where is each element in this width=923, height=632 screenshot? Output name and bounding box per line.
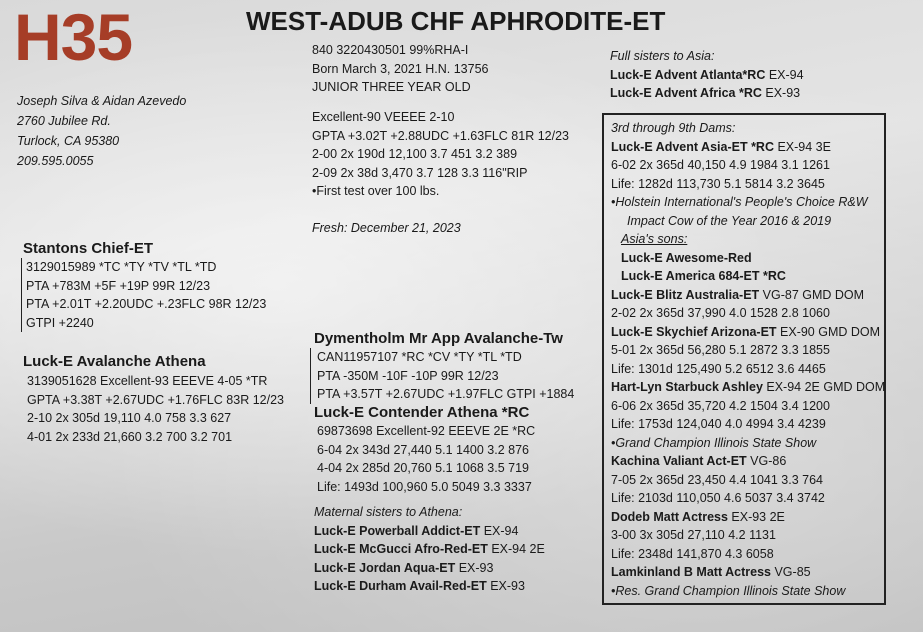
fresh-date: Fresh: December 21, 2023 xyxy=(312,221,461,235)
cow-name-title: WEST-ADUB CHF APHRODITE-ET xyxy=(246,6,666,36)
asia-son: Luck-E Awesome-Red xyxy=(621,250,752,265)
dam-entry-dodeb: Dodeb Matt Actress EX-93 2E xyxy=(611,509,785,524)
sire-gtpi: GTPI +2240 xyxy=(26,315,94,330)
cow-record: 2-09 2x 38d 3,470 3.7 128 3.3 116"RIP xyxy=(312,165,528,180)
lamkinland-award: •Res. Grand Champion Illinois State Show xyxy=(611,583,846,598)
arizona-lifetime: Life: 1301d 125,490 5.2 6512 3.6 4465 xyxy=(611,361,826,376)
granddam-lifetime: Life: 1493d 100,960 5.0 5049 3.3 3337 xyxy=(317,479,532,494)
maternal-sister: Luck-E McGucci Afro-Red-ET EX-94 2E xyxy=(314,542,545,556)
mgs-registration: CAN11957107 *RC *CV *TY *TL *TD xyxy=(317,350,522,364)
mgs-details xyxy=(310,348,574,404)
cow-stats xyxy=(312,108,569,201)
asia-son: Luck-E America 684-ET *RC xyxy=(621,269,786,283)
maternal-sister: Luck-E Durham Avail-Red-ET EX-93 xyxy=(314,579,525,593)
ashley-lifetime: Life: 1753d 124,040 4.0 4994 3.4 4239 xyxy=(611,417,826,431)
kachina-record: 7-05 2x 365d 23,450 4.4 1041 3.3 764 xyxy=(611,472,823,487)
sire-pta: PTA +783M +5F +19P 99R 12/23 xyxy=(26,278,211,293)
cow-registration: 840 3220430501 99%RHA-I xyxy=(312,43,469,57)
asia-award-cont: Impact Cow of the Year 2016 & 2019 xyxy=(627,213,832,228)
cow-info xyxy=(312,41,489,97)
arizona-record: 5-01 2x 365d 56,280 5.1 2872 3.3 1855 xyxy=(611,343,830,357)
dam-registration: 3139051628 Excellent-93 EEEVE 4-05 *TR xyxy=(27,374,268,388)
sire-registration: 3129015989 *TC *TY *TV *TL *TD xyxy=(26,260,217,274)
dam-gpta: GPTA +3.38T +2.67UDC +1.76FLC 83R 12/23 xyxy=(27,392,284,407)
cow-class: JUNIOR THREE YEAR OLD xyxy=(312,80,471,94)
full-sister: Luck-E Advent Atlanta*RC EX-94 xyxy=(610,67,804,82)
dam-entry-ashley: Hart-Lyn Starbuck Ashley EX-94 2E GMD DOM xyxy=(611,380,886,394)
granddam-record: 4-04 2x 285d 20,760 5.1 1068 3.5 719 xyxy=(317,461,529,475)
australia-record: 2-02 2x 365d 37,990 4.0 1528 2.8 1060 xyxy=(611,306,830,320)
dams-heading: 3rd through 9th Dams: xyxy=(611,121,736,135)
full-sisters-heading: Full sisters to Asia: xyxy=(610,49,715,63)
ashley-award: •Grand Champion Illinois State Show xyxy=(611,435,817,450)
cow-score: Excellent-90 VEEEE 2-10 xyxy=(312,110,455,124)
dam-details xyxy=(27,372,284,446)
maternal-sister: Luck-E Powerball Addict-ET EX-94 xyxy=(314,523,519,538)
extended-dams-box xyxy=(602,113,886,605)
sire-name: Stantons Chief-ET xyxy=(23,240,153,257)
dodeb-lifetime: Life: 2348d 141,870 4.3 6058 xyxy=(611,546,774,561)
asia-record: 6-02 2x 365d 40,150 4.9 1984 3.1 1261 xyxy=(611,158,830,172)
kachina-lifetime: Life: 2103d 110,050 4.6 5037 3.4 3742 xyxy=(611,491,825,505)
dam-entry-arizona: Luck-E Skychief Arizona-ET EX-90 GMD DOM xyxy=(611,324,881,339)
full-sister: Luck-E Advent Africa *RC EX-93 xyxy=(610,86,801,100)
cow-record: 2-00 2x 190d 12,100 3.7 451 3.2 389 xyxy=(312,147,518,161)
dam-entry-australia: Luck-E Blitz Australia-ET VG-87 GMD DOM xyxy=(611,287,865,302)
dam-record: 2-10 2x 305d 19,110 4.0 758 3.3 627 xyxy=(27,411,232,425)
dam-name: Luck-E Avalanche Athena xyxy=(23,353,206,370)
owner-block xyxy=(17,91,186,171)
cow-birthdate: Born March 3, 2021 H.N. 13756 xyxy=(312,61,489,76)
cow-gpta: GPTA +3.02T +2.88UDC +1.63FLC 81R 12/23 xyxy=(312,128,569,143)
dam-record: 4-01 2x 233d 21,660 3.2 700 3.2 701 xyxy=(27,429,233,444)
sire-pta: PTA +2.01T +2.20UDC +.23FLC 98R 12/23 xyxy=(26,297,267,311)
owner-name: Joseph Silva & Aidan Azevedo xyxy=(17,94,187,108)
owner-city: Turlock, CA 95380 xyxy=(17,134,120,148)
maternal-sister: Luck-E Jordan Aqua-ET EX-93 xyxy=(314,560,494,575)
asia-lifetime: Life: 1282d 113,730 5.1 5814 3.2 3645 xyxy=(611,176,825,191)
mgs-pta: PTA -350M -10F -10P 99R 12/23 xyxy=(317,368,499,383)
owner-address: 2760 Jubilee Rd. xyxy=(17,114,111,128)
sire-details xyxy=(21,258,266,332)
granddam-registration: 69873698 Excellent-92 EEEVE 2E *RC xyxy=(317,424,536,438)
mgs-pta: PTA +3.57T +2.67UDC +1.97FLC GTPI +1884 xyxy=(317,387,575,401)
dodeb-record: 3-00 3x 305d 27,110 4.2 1131 xyxy=(611,528,776,542)
maternal-sisters-heading: Maternal sisters to Athena: xyxy=(314,505,463,519)
full-sisters xyxy=(610,47,804,103)
maternal-sisters xyxy=(314,503,545,596)
asia-award: •Holstein International's People's Choice R&W xyxy=(611,195,868,209)
cow-note: •First test over 100 lbs. xyxy=(312,184,440,198)
granddam-details xyxy=(317,422,535,496)
lot-number: H35 xyxy=(14,0,133,74)
granddam-name: Luck-E Contender Athena *RC xyxy=(314,404,530,421)
mgs-name: Dymentholm Mr App Avalanche-Tw xyxy=(314,330,563,347)
ashley-record: 6-06 2x 365d 35,720 4.2 1504 3.4 1200 xyxy=(611,398,830,413)
dam-entry-lamkinland: Lamkinland B Matt Actress VG-85 xyxy=(611,565,811,579)
asia-sons-heading: Asia's sons: xyxy=(621,232,688,246)
dam-entry-asia: Luck-E Advent Asia-ET *RC EX-94 3E xyxy=(611,139,831,154)
owner-phone: 209.595.0055 xyxy=(17,154,94,168)
granddam-record: 6-04 2x 343d 27,440 5.1 1400 3.2 876 xyxy=(317,442,529,457)
dam-entry-kachina: Kachina Valiant Act-ET VG-86 xyxy=(611,454,787,468)
